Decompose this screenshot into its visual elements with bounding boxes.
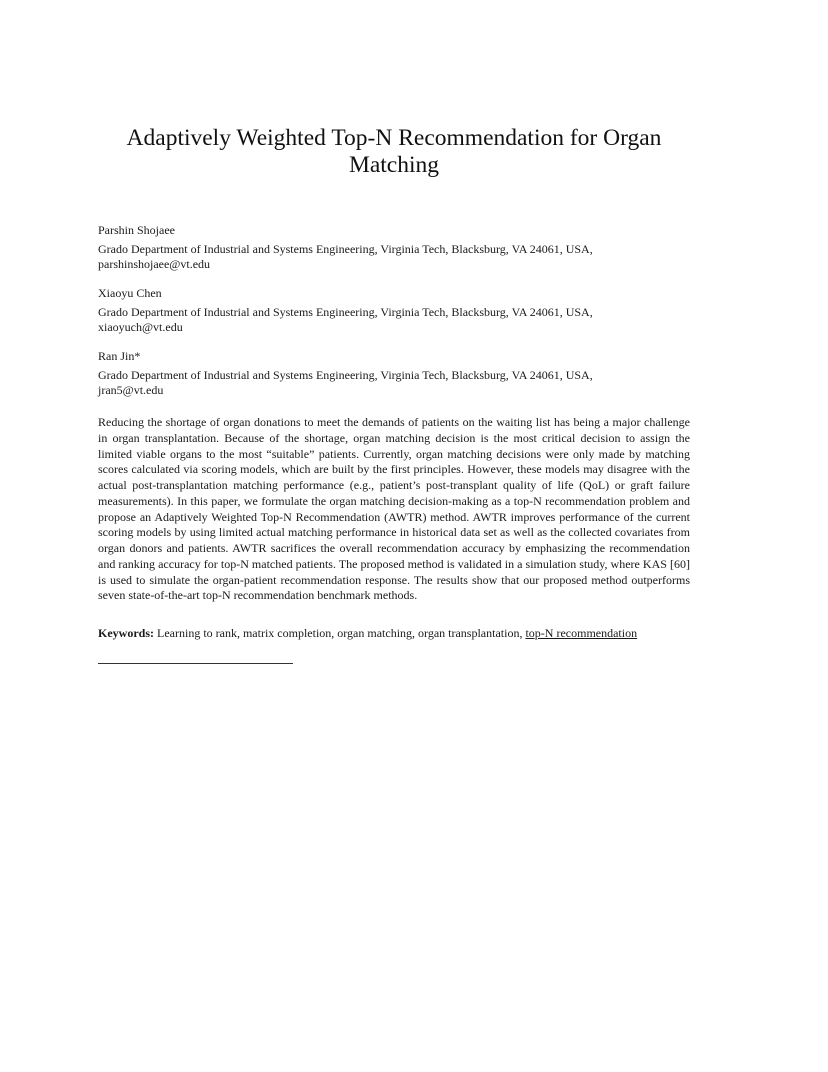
author-block — [98, 223, 698, 272]
author-email: jran5@vt.edu — [98, 383, 164, 397]
author-affiliation: Grado Department of Industrial and Systems Engineering, Virginia Tech, Blacksburg, VA 24061, USA, — [98, 368, 593, 382]
author-block — [98, 349, 698, 398]
author-affiliation: Grado Department of Industrial and Systems Engineering, Virginia Tech, Blacksburg, VA 24061, USA, — [98, 305, 593, 319]
abstract-text: Reducing the shortage of organ donations to meet the demands of patients on the waiting list has being a major challenge in organ transplantation. Because of the shortage, organ matching decision is the most critical decision to assign the limited viable organs to the most “suitable” patients. Currently, organ matching decisions were only made by matching scores calculated via scoring models, which are built by the first principles. However, these models may disagree with the actual post-transplantation matching performance (e.g., patient’s post-transplant quality of life (QoL) or graft failure measurements). In this paper, we formulate the organ matching decision-making as a top-N recommendation problem and propose an Adaptively Weighted Top-N Recommendation (AWTR) method. AWTR improves performance of the current scoring models by using limited actual matching performance in historical data set as well as the collected covariates from organ donors and patients. AWTR sacrifices the overall recommendation accuracy by emphasizing the recommendation and ranking accuracy for top-N matched patients. The proposed method is validated in a simulation study, where KAS [60] is used to simulate the organ-patient recommendation response. The results show that our proposed method outperforms seven state-of-the-art top-N recommendation benchmark methods. — [98, 415, 690, 603]
author-list — [98, 223, 698, 412]
author-block — [98, 286, 698, 335]
author-name: Parshin Shojaee — [98, 223, 175, 237]
keywords-line — [98, 626, 698, 641]
keywords-link[interactable]: top-N recommendation — [525, 626, 638, 640]
keywords-label: Keywords: — [98, 626, 154, 640]
footnote-divider — [98, 663, 293, 664]
keywords-text: Learning to rank, matrix completion, organ matching, organ transplantation, — [154, 626, 526, 640]
author-email: parshinshojaee@vt.edu — [98, 257, 211, 271]
author-name: Xiaoyu Chen — [98, 286, 162, 300]
author-affiliation: Grado Department of Industrial and Systems Engineering, Virginia Tech, Blacksburg, VA 24061, USA, — [98, 242, 593, 256]
paper-title: Adaptively Weighted Top-N Recommendation for Organ Matching — [126, 125, 662, 178]
author-name: Ran Jin* — [98, 349, 141, 363]
author-email: xiaoyuch@vt.edu — [98, 320, 183, 334]
